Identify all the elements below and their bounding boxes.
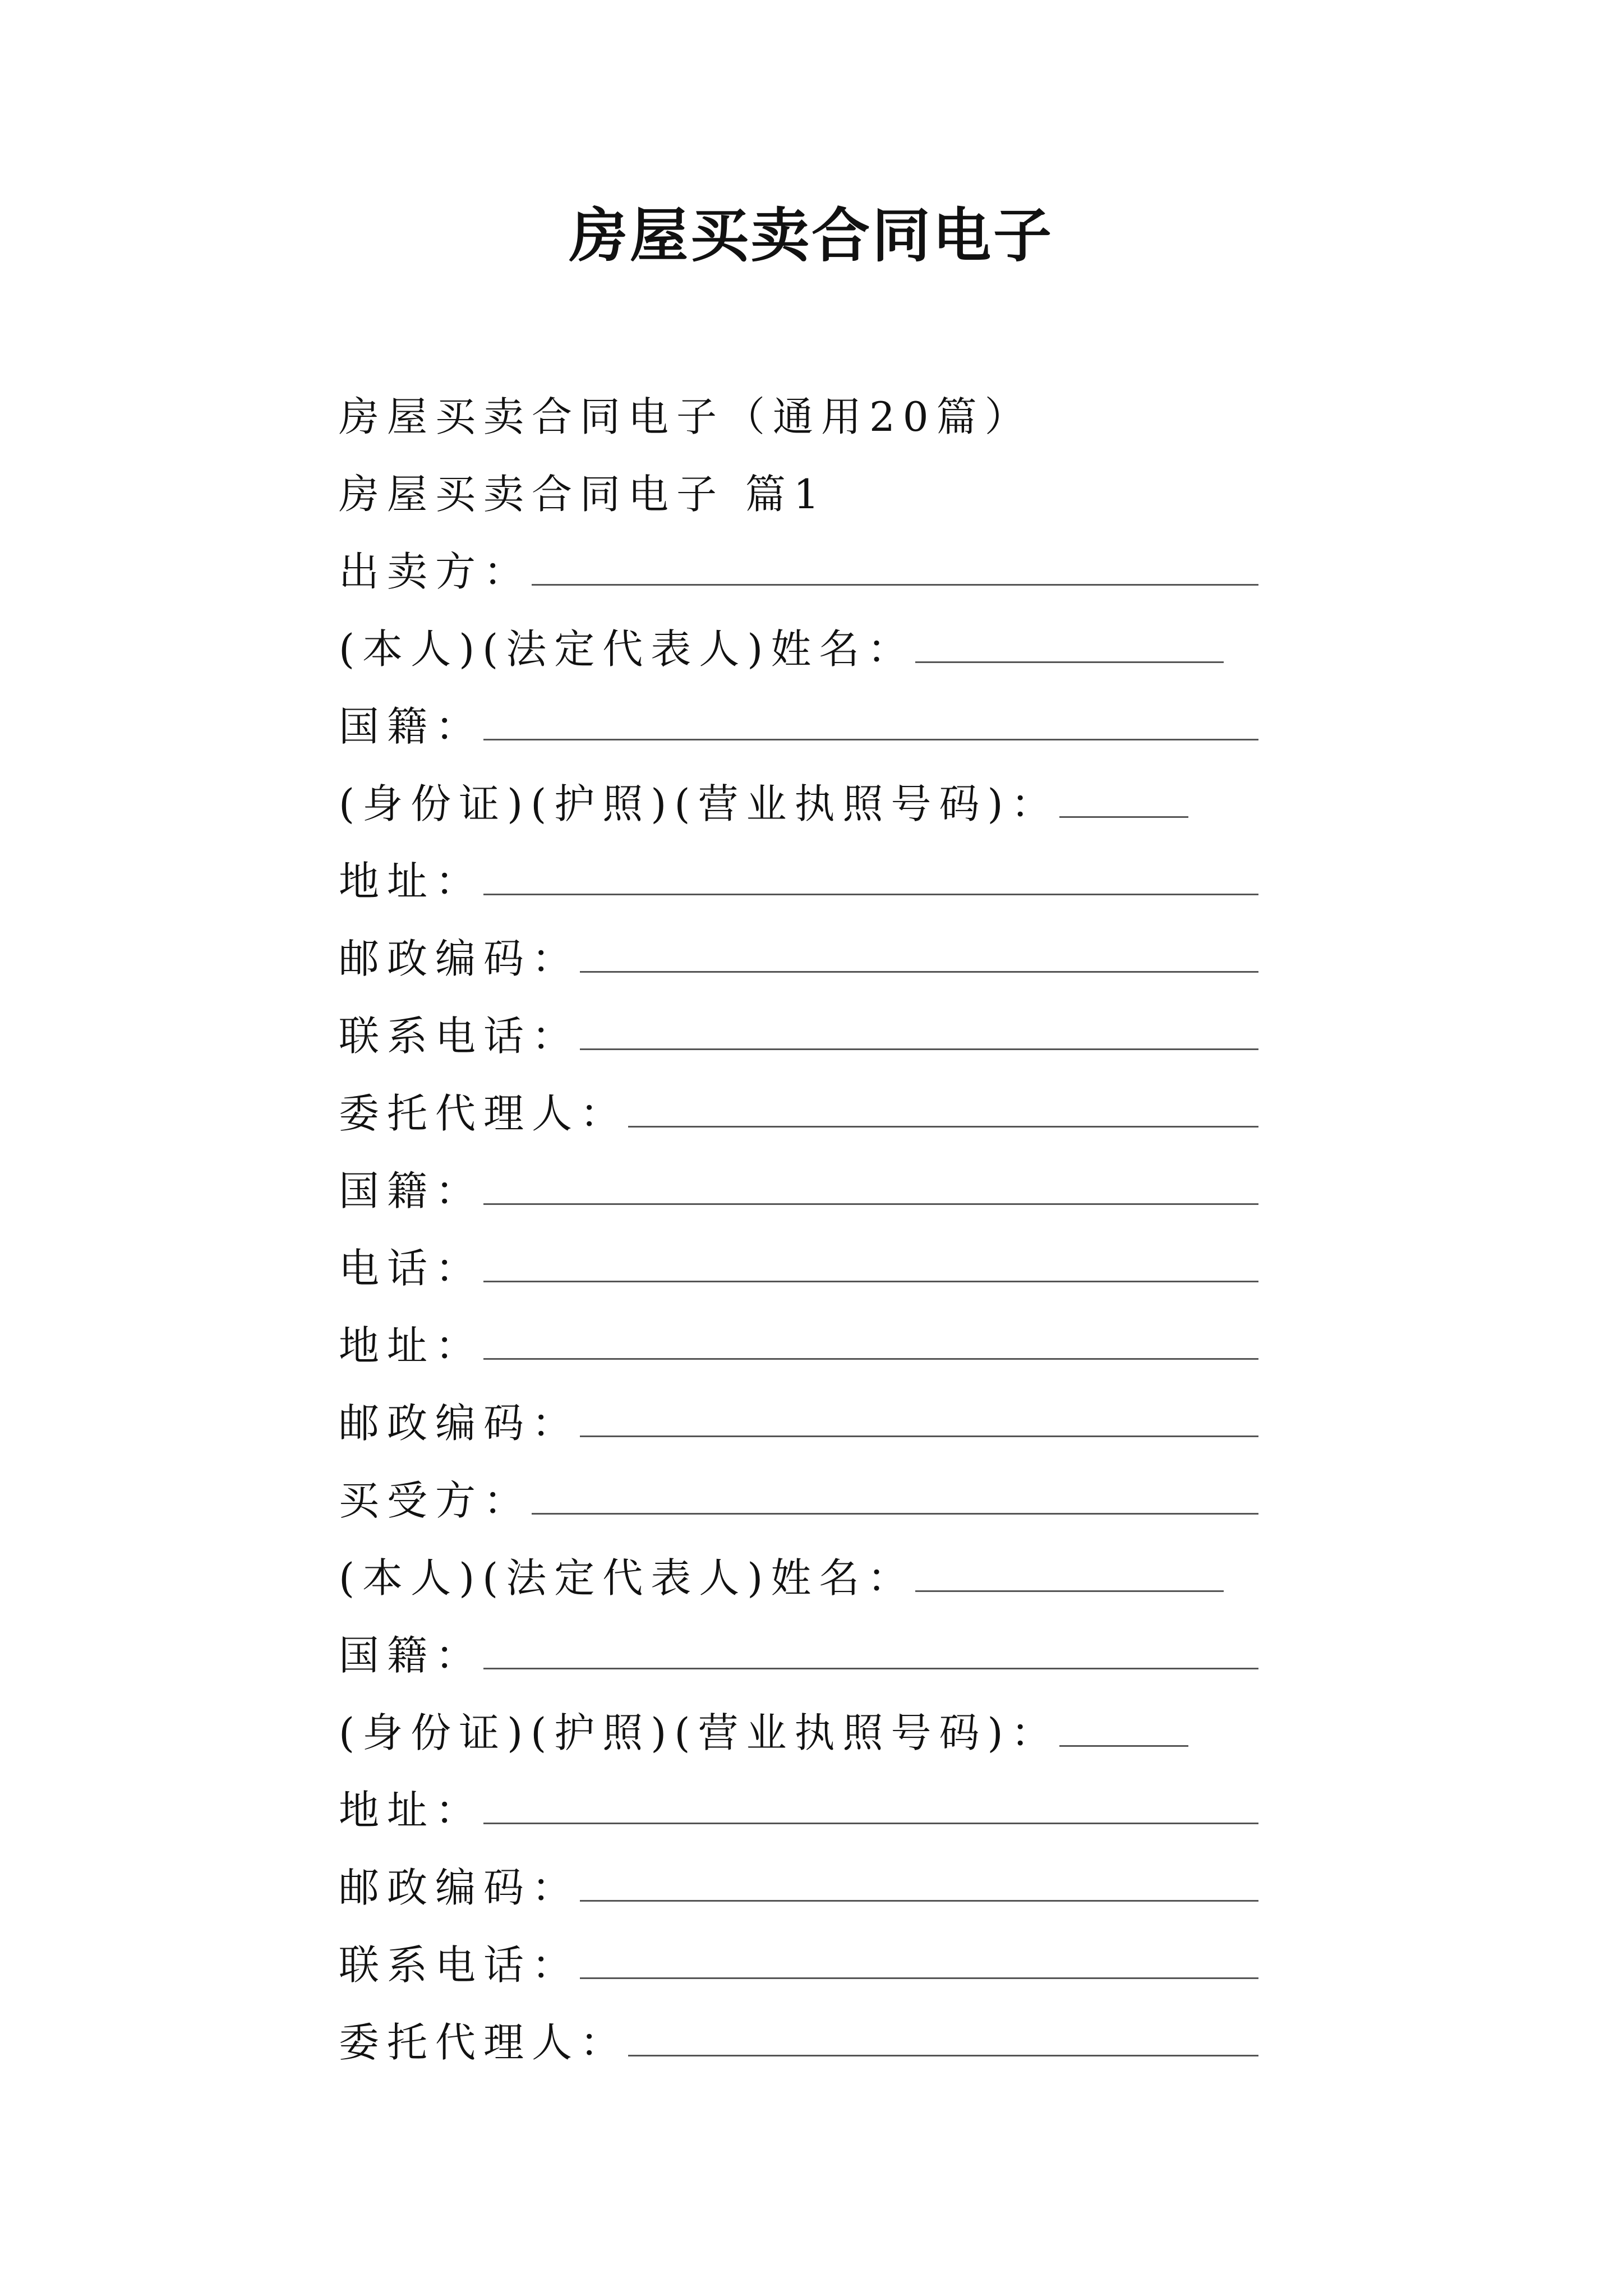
field-buyer-id bbox=[339, 1691, 1258, 1768]
blank-buyer-id[interactable] bbox=[1059, 1745, 1188, 1747]
blank-buyer-postcode[interactable] bbox=[580, 1900, 1258, 1902]
blank-seller-agent-address[interactable] bbox=[483, 1358, 1258, 1360]
blank-seller-phone[interactable] bbox=[580, 1048, 1258, 1050]
field-label-seller-postcode: 邮政编码： bbox=[339, 935, 580, 982]
field-label-seller-name: (本人)(法定代表人)姓名： bbox=[339, 625, 916, 673]
field-label-buyer-id: (身份证)(护照)(营业执照号码)： bbox=[339, 1709, 1059, 1756]
field-buyer-agent bbox=[339, 2000, 1258, 2078]
field-seller-agent-postcode bbox=[339, 1381, 1258, 1458]
section-heading: 房屋买卖合同电子 篇1 bbox=[339, 471, 827, 518]
blank-seller-agent[interactable] bbox=[628, 1126, 1258, 1128]
field-label-seller-address: 地址： bbox=[339, 858, 484, 905]
blank-seller[interactable] bbox=[532, 584, 1258, 586]
document-title: 房屋买卖合同电子 bbox=[569, 201, 1054, 270]
field-seller-phone bbox=[339, 994, 1258, 1071]
field-seller bbox=[339, 530, 1258, 607]
field-seller-id bbox=[339, 762, 1258, 839]
field-buyer bbox=[339, 1458, 1258, 1536]
blank-seller-postcode[interactable] bbox=[580, 971, 1258, 973]
field-seller-agent bbox=[339, 1071, 1258, 1149]
document-subtitle: 房屋买卖合同电子（通用20篇） bbox=[339, 393, 1033, 440]
field-buyer-nationality bbox=[339, 1613, 1258, 1691]
field-label-seller-agent: 委托代理人： bbox=[339, 1090, 629, 1137]
section-heading-line bbox=[339, 452, 1258, 530]
blank-seller-address[interactable] bbox=[483, 894, 1258, 895]
field-seller-address bbox=[339, 839, 1258, 917]
blank-seller-agent-phone[interactable] bbox=[483, 1281, 1258, 1282]
blank-seller-agent-postcode[interactable] bbox=[580, 1435, 1258, 1437]
field-seller-postcode bbox=[339, 917, 1258, 994]
field-label-buyer: 买受方： bbox=[339, 1477, 532, 1524]
blank-buyer-nationality[interactable] bbox=[483, 1668, 1258, 1669]
field-seller-agent-phone bbox=[339, 1226, 1258, 1304]
field-seller-nationality bbox=[339, 684, 1258, 762]
blank-buyer-name[interactable] bbox=[915, 1590, 1224, 1592]
field-label-seller-phone: 联系电话： bbox=[339, 1013, 580, 1060]
blank-seller-id[interactable] bbox=[1059, 816, 1188, 818]
field-label-buyer-phone: 联系电话： bbox=[339, 1941, 580, 1989]
field-label-seller: 出卖方： bbox=[339, 548, 532, 595]
subtitle-line bbox=[339, 375, 1258, 452]
field-label-seller-id: (身份证)(护照)(营业执照号码)： bbox=[339, 780, 1059, 827]
field-buyer-address bbox=[339, 1768, 1258, 1846]
blank-seller-nationality[interactable] bbox=[483, 739, 1258, 740]
blank-buyer-agent[interactable] bbox=[628, 2055, 1258, 2056]
field-buyer-postcode bbox=[339, 1846, 1258, 1923]
document-body bbox=[339, 375, 1258, 2078]
field-seller-name bbox=[339, 607, 1258, 684]
field-label-seller-nationality: 国籍： bbox=[339, 703, 484, 750]
blank-buyer[interactable] bbox=[532, 1513, 1258, 1515]
field-seller-agent-address bbox=[339, 1304, 1258, 1381]
field-label-buyer-nationality: 国籍： bbox=[339, 1632, 484, 1679]
field-label-buyer-address: 地址： bbox=[339, 1787, 484, 1834]
field-buyer-phone bbox=[339, 1923, 1258, 2000]
field-seller-agent-nationality bbox=[339, 1149, 1258, 1226]
blank-buyer-phone[interactable] bbox=[580, 1977, 1258, 1979]
blank-seller-agent-nationality[interactable] bbox=[483, 1203, 1258, 1205]
field-label-buyer-postcode: 邮政编码： bbox=[339, 1864, 580, 1911]
field-label-seller-agent-phone: 电话： bbox=[339, 1245, 484, 1292]
field-label-seller-agent-nationality: 国籍： bbox=[339, 1167, 484, 1214]
blank-buyer-address[interactable] bbox=[483, 1823, 1258, 1824]
field-label-seller-agent-postcode: 邮政编码： bbox=[339, 1400, 580, 1447]
field-label-buyer-agent: 委托代理人： bbox=[339, 2019, 629, 2066]
field-label-buyer-name: (本人)(法定代表人)姓名： bbox=[339, 1554, 916, 1602]
field-buyer-name bbox=[339, 1536, 1258, 1613]
field-label-seller-agent-address: 地址： bbox=[339, 1322, 484, 1369]
blank-seller-name[interactable] bbox=[915, 661, 1224, 663]
